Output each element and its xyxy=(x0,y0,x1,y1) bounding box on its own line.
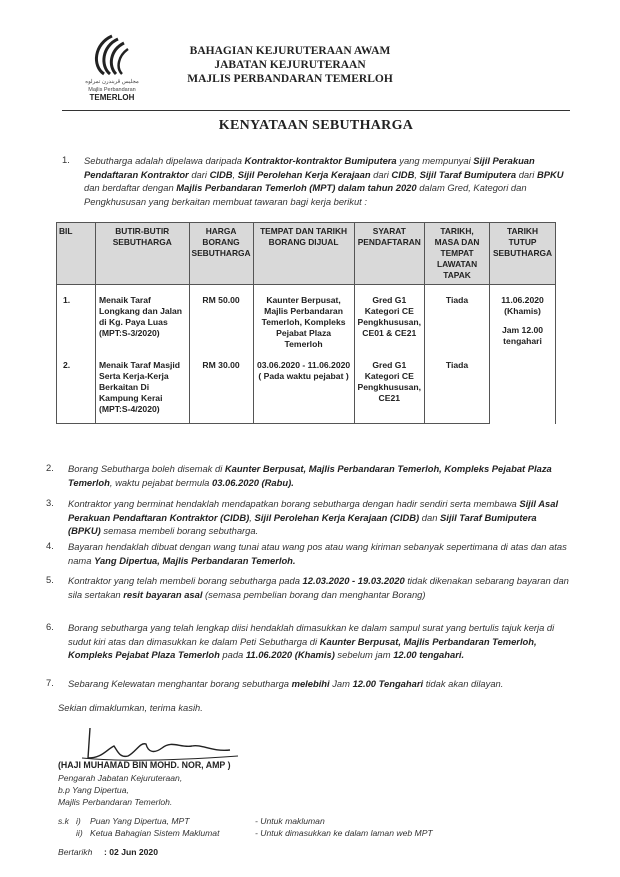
col-header-tempat: TEMPAT DAN TARIKH BORANG DIJUAL xyxy=(253,223,354,285)
cell-bil: 2. xyxy=(57,352,96,424)
logo-caption-jawi: مجليس ڤربندرن تمرلوه xyxy=(85,79,139,85)
tutup-date: 11.06.2020 xyxy=(501,295,544,305)
cell-harga: RM 30.00 xyxy=(189,352,253,424)
paragraph-5 xyxy=(68,574,570,601)
paragraph-3 xyxy=(68,497,570,538)
item-number-5: 5. xyxy=(46,574,54,585)
item-number-7: 7. xyxy=(46,677,54,688)
col-header-bil: BIL xyxy=(57,223,96,285)
item-number-3: 3. xyxy=(46,497,54,508)
cell-tutup xyxy=(490,285,556,424)
tutup-period: tengahari xyxy=(503,336,542,346)
sk-note-2: - Untuk dimasukkan ke dalam laman web MPT xyxy=(255,828,433,838)
p1-text: dari xyxy=(370,168,392,180)
p1-bold: Sijil Perakuan Pendaftaran Kontraktor xyxy=(84,155,535,180)
p1-text: , xyxy=(414,168,420,180)
p3-bold: Sijil Taraf Bumiputera (BPKU) xyxy=(68,511,537,536)
item-number-2: 2. xyxy=(46,462,54,473)
p5-text: Kontraktor yang telah membeli borang sebutharga pada xyxy=(68,575,303,586)
table-header-row xyxy=(57,223,556,285)
table-row xyxy=(57,285,556,353)
p3-text: , xyxy=(249,511,255,523)
tutup-time: Jam 12.00 xyxy=(501,325,544,335)
p1-text: yang mempunyai xyxy=(396,155,474,166)
sk-num-2: ii) xyxy=(76,828,83,838)
p7-text: Jam xyxy=(329,678,353,689)
cell-syarat: Gred G1 Kategori CE Pengkhususan, CE01 & CE21 xyxy=(354,285,425,353)
header-department: BAHAGIAN KEJURUTERAAN AWAM xyxy=(189,45,391,57)
sk-label: s.k xyxy=(58,816,69,826)
cell-tempat: Kaunter Berpusat, Majlis Perbandaran Temerloh, Kompleks Pejabat Plaza Temerloh xyxy=(253,285,354,353)
col-header-lawatan: TARIKH, MASA DAN TEMPAT LAWATAN TAPAK xyxy=(425,223,490,285)
p3-bold: Sijil Asal Perakuan Pendaftaran Kontraktor (CIDB) xyxy=(68,498,559,523)
col-header-butir: BUTIR-BUTIR SEBUTHARGA xyxy=(95,223,189,285)
p1-bold: BPKU xyxy=(536,168,564,180)
p1-text: dari xyxy=(188,168,210,180)
document-title: KENYATAAN SEBUTHARGA xyxy=(218,118,414,133)
logo-caption-2: TEMERLOH xyxy=(89,93,135,102)
p6-bold: 11.06.2020 (Khamis) xyxy=(245,649,335,660)
p7-bold: melebihi xyxy=(291,678,330,689)
sk-recipient-2: Ketua Bahagian Sistem Maklumat xyxy=(90,828,220,838)
signatory-name: (HAJI MUHAMAD BIN MOHD. NOR, AMP ) xyxy=(58,760,231,770)
sk-note-1: - Untuk makluman xyxy=(255,816,325,826)
dated-label: Bertarikh xyxy=(58,847,93,857)
tutup-day: (Khamis) xyxy=(504,306,541,316)
header-council: MAJLIS PERBANDARAN TEMERLOH xyxy=(187,73,393,85)
table-row xyxy=(57,352,556,424)
p2-bold: 03.06.2020 (Rabu). xyxy=(212,476,294,488)
p3-text: dan xyxy=(419,511,441,523)
col-header-harga: HARGA BORANG SEBUTHARGA xyxy=(189,223,253,285)
p2-text: , waktu pejabat bermula xyxy=(109,476,213,488)
p2-bold: Kaunter Berpusat, Majlis Perbandaran Temerloh, Kompleks Pejabat Plaza Temerloh xyxy=(68,463,552,488)
paragraph-4 xyxy=(68,540,570,567)
cell-lawatan: Tiada xyxy=(425,352,490,424)
p3-bold: Sijil Perolehan Kerja Kerajaan (CIDB) xyxy=(254,511,420,523)
p7-text: Sebarang Kelewatan menghantar borang sebutharga xyxy=(68,678,292,689)
p6-text: sebelum jam xyxy=(334,649,394,660)
p4-bold: Yang Dipertua, Majlis Perbandaran Temerloh. xyxy=(94,554,296,566)
header-division: JABATAN KEJURUTERAAN xyxy=(214,59,366,71)
item-number-6: 6. xyxy=(46,621,54,632)
paragraph-1 xyxy=(84,154,570,208)
p5-bold: resit bayaran asal xyxy=(123,588,203,600)
p3-text: Kontraktor yang berminat hendaklah mendapatkan borang sebutharga dengan hadir sendiri serta membawa xyxy=(68,498,520,509)
paragraph-2 xyxy=(68,462,570,489)
dated-value: : 02 Jun 2020 xyxy=(104,847,158,857)
p6-text: Borang sebutharga yang telah lengkap diisi hendaklah dimasukkan ke dalam sampul surat yang bertulis tajuk kerja di sudut kiri atas dan dimasukkan ke dalam Peti Sebutharga di xyxy=(68,622,555,647)
paragraph-7 xyxy=(68,677,570,691)
p6-text: pada xyxy=(219,649,246,660)
p1-bold: CIDB xyxy=(209,168,233,180)
logo-caption-1: Majlis Perbandaran xyxy=(88,87,136,93)
cell-butir: Menaik Taraf Masjid Serta Kerja-Kerja Berkaitan Di Kampung Kerai (MPT:S-4/2020) xyxy=(95,352,189,424)
p1-bold: Majlis Perbandaran Temerloh (MPT) dalam tahun 2020 xyxy=(176,182,417,193)
cell-tempat: 03.06.2020 - 11.06.2020 ( Pada waktu pejabat ) xyxy=(253,352,354,424)
sk-recipient-1: Puan Yang Dipertua, MPT xyxy=(90,816,190,826)
p5-text: (semasa pembelian borang dan menghantar Borang) xyxy=(202,588,426,600)
p1-text: dan berdaftar dengan xyxy=(84,182,177,193)
cell-bil: 1. xyxy=(57,285,96,353)
p6-bold: Kaunter Berpusat, Majlis Perbandaran Temerloh, Kompleks Pejabat Plaza Temerloh xyxy=(68,635,537,660)
item-number-1: 1. xyxy=(62,154,70,165)
paragraph-6 xyxy=(68,621,570,662)
p7-text: tidak akan dilayan. xyxy=(423,678,504,689)
p1-text: Sebutharga adalah dipelawa daripada xyxy=(84,155,245,166)
cell-butir: Menaik Taraf Longkang dan Jalan di Kg. Paya Luas (MPT:S-3/2020) xyxy=(95,285,189,353)
header-divider xyxy=(62,110,570,111)
signatory-council: Majlis Perbandaran Temerloh. xyxy=(58,797,173,807)
p5-bold: 12.03.2020 - 19.03.2020 xyxy=(302,575,405,586)
p1-text: dalam Gred, Kategori dan Pengkhususan yang berkaitan membuat tawaran bagi kerja berikut : xyxy=(84,182,527,207)
cell-syarat: Gred G1 Kategori CE Pengkhususan, CE21 xyxy=(354,352,425,424)
tender-table xyxy=(56,222,556,424)
p1-bold: CIDB xyxy=(391,168,415,180)
p3-text: semasa membeli borang sebutharga. xyxy=(100,525,259,536)
sk-num-1: i) xyxy=(76,816,81,826)
signatory-title: Pengarah Jabatan Kejuruteraan, xyxy=(58,773,183,783)
p1-text: , xyxy=(232,168,238,180)
cell-lawatan: Tiada xyxy=(425,285,490,353)
p1-bold: Kontraktor-kontraktor Bumiputera xyxy=(244,155,397,166)
signatory-on-behalf: b.p Yang Dipertua, xyxy=(58,785,129,795)
p7-bold: 12.00 Tengahari xyxy=(352,678,424,689)
p4-text: Bayaran hendaklah dibuat dengan wang tunai atau wang pos atau wang kiriman sebanyak sepertimana di atas dan atas nama xyxy=(68,541,567,566)
p1-bold: Sijil Taraf Bumiputera xyxy=(419,168,517,180)
p1-text: dari xyxy=(516,168,537,180)
cell-harga: RM 50.00 xyxy=(189,285,253,353)
p6-bold: 12.00 tengahari. xyxy=(393,649,465,660)
col-header-tutup: TARIKH TUTUP SEBUTHARGA xyxy=(490,223,556,285)
closing-thanks: Sekian dimaklumkan, terima kasih. xyxy=(58,702,203,713)
item-number-4: 4. xyxy=(46,540,54,551)
p1-bold: Sijil Perolehan Kerja Kerajaan xyxy=(237,168,371,180)
p5-text: tidak dikenakan sebarang bayaran dan sila sertakan xyxy=(68,575,569,600)
p2-text: Borang Sebutharga boleh disemak di xyxy=(68,463,225,474)
col-header-syarat: SYARAT PENDAFTARAN xyxy=(354,223,425,285)
